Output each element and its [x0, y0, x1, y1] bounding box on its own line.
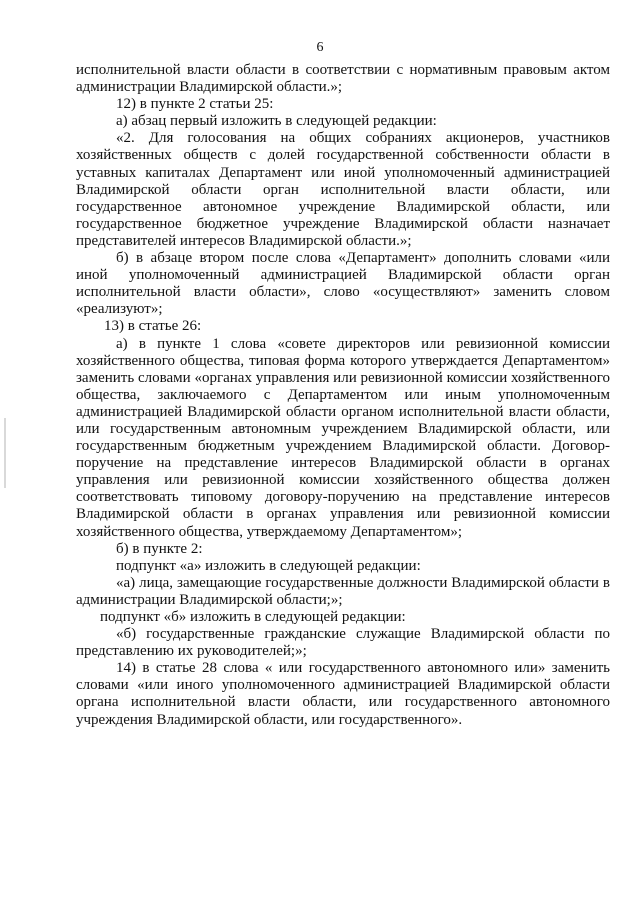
document-body [76, 62, 610, 729]
paragraph: 14) в статье 28 слова « или государственного автономного или» заменить словами «или иного уполномоченного администрацией Владимирской области органа исполнительной власти области, или государственного автономного учреждения Владимирской области, или государственного». [76, 660, 610, 728]
paragraph: б) в пункте 2: [116, 540, 203, 557]
paragraph: «б) государственные гражданские служащие Владимирской области по представлению их руководителей;»; [76, 626, 610, 660]
paragraph: а) в пункте 1 слова «совете директоров или ревизионной комиссии хозяйственного общества, типовая форма которого утверждается Департаментом» заменить словами «органах управления или ревизионной комиссии хозяйственного общества, заключаемого с Департаментом или иным уполномоченным администрацией Владимирской области органом исполнительной власти области, или государственным автономным учреждением Владимирской области, или государственным бюджетным учреждением Владимирской области. Договор-поручение на представление интересов Владимирской области в органах управления или ревизионной комиссии хозяйственного общества должен соответствовать типовому договору-поручению на представление интересов Владимирской области в органах управления или ревизионной комиссии хозяйственного общества, утверждаемому Департаментом»; [76, 335, 610, 540]
paragraph: подпункт «б» изложить в следующей редакции: [100, 609, 406, 625]
paragraph: б) в абзаце втором после слова «Департамент» дополнить словами «или иной уполномоченный администрацией Владимирской области орган исполнительной власти области», слово «осуществляют» заменить словом «реализуют»; [76, 250, 610, 318]
paragraph: «2. Для голосования на общих собраниях акционеров, участников хозяйственных обществ с долей государственной собственности области в уставных капиталах Департамент или иной уполномоченный администрацией Владимирской области орган исполнительной власти области, или государственное автономное учреждение Владимирской области, или государственное бюджетное учреждение Владимирской области назначает представителей интересов Владимирской области.»; [76, 130, 610, 249]
page-number: 6 [316, 40, 324, 55]
paragraph: «а) лица, замещающие государственные должности Владимирской области в администрации Владимирской области;»; [76, 574, 610, 608]
scan-edge-mark [4, 418, 6, 488]
paragraph: подпункт «а» изложить в следующей редакции: [116, 557, 421, 574]
paragraph: исполнительной власти области в соответствии с нормативным правовым актом администрации Владимирской области.»; [76, 62, 610, 96]
paragraph: а) абзац первый изложить в следующей редакции: [116, 113, 437, 130]
paragraph: 12) в пункте 2 статьи 25: [116, 96, 274, 113]
paragraph: 13) в статье 26: [104, 318, 202, 335]
